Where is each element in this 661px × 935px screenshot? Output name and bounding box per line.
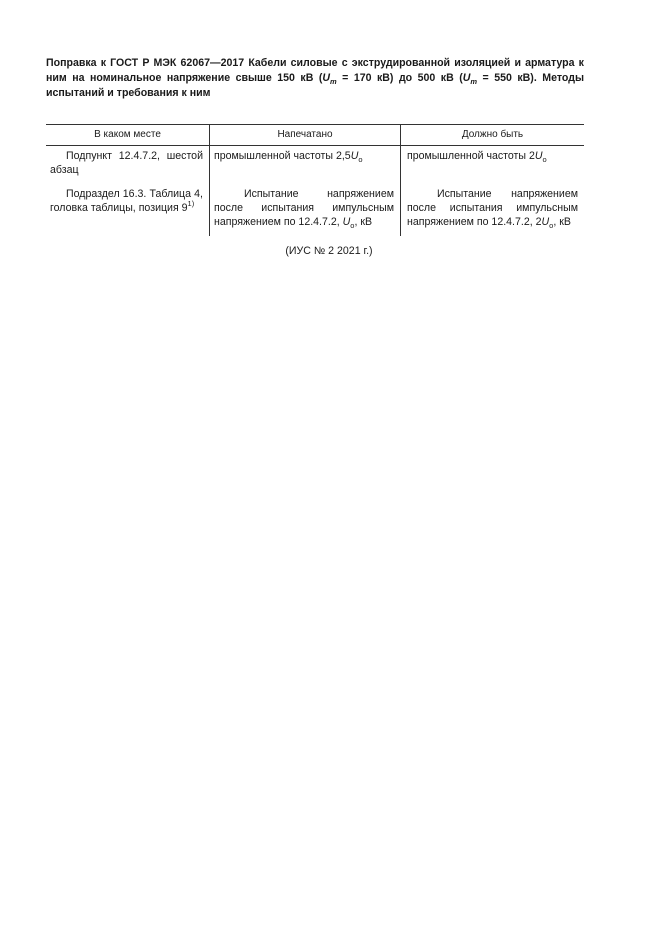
place-text: Подпункт 12.4.7.2, шестой абзац (50, 150, 203, 176)
document-page (46, 56, 584, 257)
cell-should-be (401, 146, 585, 185)
title-um2-letter: U (462, 72, 471, 84)
printed-letter: U (350, 150, 359, 162)
printed-text: Испытание напряжением после испытания импульсным напряжением по 12.4.7.2, (214, 188, 394, 228)
should-letter: U (541, 216, 550, 228)
should-letter: U (534, 150, 543, 162)
cell-should-be (401, 184, 585, 236)
footnote-sup: 1) (187, 199, 195, 208)
title-part3: = 550 кВ). Методы испытаний и требования к ним (46, 72, 584, 99)
title-um2-sub: m (470, 77, 478, 86)
table-row (46, 184, 584, 236)
header-printed: Напечатано (210, 125, 401, 146)
place-text: Подраздел 16.3. Таблица 4, головка таблицы, позиция 9 (50, 188, 203, 214)
should-sub: o (542, 155, 547, 164)
corrections-table (46, 124, 584, 236)
printed-letter: U (342, 216, 351, 228)
document-title (46, 56, 584, 101)
header-place: В каком месте (46, 125, 210, 146)
cell-place (46, 184, 210, 236)
cell-printed (210, 184, 401, 236)
should-text: промышленной частоты 2 (407, 150, 535, 162)
should-sub: o (549, 221, 554, 230)
title-um1-sub: m (330, 77, 337, 86)
printed-text: промышленной частоты 2,5 (214, 150, 351, 162)
title-um1-letter: U (322, 72, 331, 84)
cell-place (46, 146, 210, 185)
issue-reference: (ИУС № 2 2021 г.) (285, 245, 373, 257)
table-header-row (46, 125, 584, 146)
cell-printed (210, 146, 401, 185)
title-part1: Поправка к ГОСТ Р МЭК 62067—2017 Кабели силовые с экструдированной изоляцией и арматура к ним на номинальное напряжение свыше 150 кВ ( (46, 57, 584, 84)
printed-sub: o (350, 221, 355, 230)
should-text: Испытание напряжением после испытания импульсным напряжением по 12.4.7.2, 2 (407, 188, 578, 228)
title-part2: = 170 кВ) до 500 кВ ( (336, 72, 463, 84)
printed-sub: o (358, 155, 363, 164)
printed-tail: , кВ (354, 216, 373, 228)
header-should-be: Должно быть (401, 125, 585, 146)
table-row (46, 146, 584, 185)
should-tail: , кВ (553, 216, 571, 228)
